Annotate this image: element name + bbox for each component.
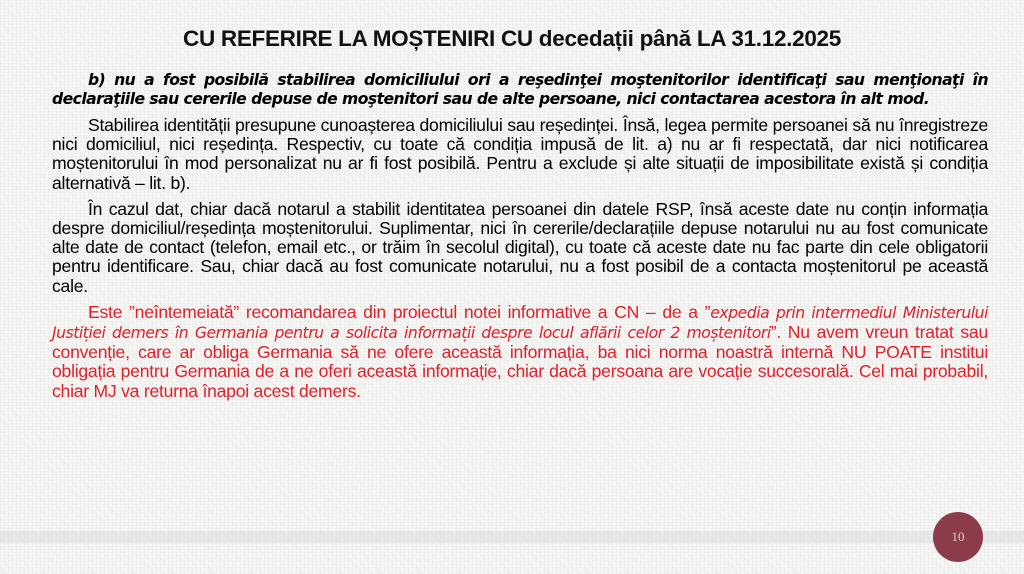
footer-band <box>0 531 1024 543</box>
paragraph-identity-explanation: Stabilirea identității presupune cunoașterea domiciliului sau reședinței. Însă, legea permite persoanei să nu înregistreze nici domiciliul, nici reședința. Respectiv, cu toate că condiția impusă de lit. a) nu ar fi respectată, dar nici notificarea moștenitorului în mod personalizat nu ar fi fost posibilă. Pentru a exclude și alte situații de imposibilitate există și condiția alternativă – lit. b). <box>52 115 988 193</box>
paragraph-case-details: În cazul dat, chiar dacă notarul a stabilit identitatea persoanei din datele RSP, însă aceste date nu conțin informația despre domiciliul/reședința moștenitorului. Suplimentar, nici în cererile/declarațiile depuse notarului nu au fost comunicate alte date de contact (telefon, email etc., or trăim în secolul digital), cu toate că aceste date nu fac parte din cele obligatorii pentru identificare. Sau, chiar dacă au fost comunicate notarului, nu a fost posibil de a contacta moștenitorul pe această cale. <box>52 198 988 296</box>
paragraph-recommendation-critique <box>52 303 988 401</box>
page-number-badge <box>933 512 983 562</box>
critique-text-start: Este ”neîntemeiată” recomandarea din proiectul notei informative a CN – de a ” <box>88 301 711 322</box>
critique-quoted-recommendation: expedia prin intermediul Ministerului Justiției demers în Germania pentru a solicita informații despre locul aflării celor 2 moștenitori <box>52 303 988 343</box>
page-number: 10 <box>951 529 965 544</box>
critique-text-end: ”. Nu avem vreun tratat sau convenție, care ar obliga Germania să ne ofere această informația, ba nici norma noastră internă NU POATE institui obligația pentru Germania de a ne oferi această informație, chiar dacă persoana are vocație succesorală. Cel mai probabil, chiar MJ va returna înapoi acest demers. <box>52 322 988 401</box>
slide-body <box>52 71 988 408</box>
slide-title: CU REFERIRE LA MOȘTENIRI CU decedații până LA 31.12.2025 <box>183 26 841 51</box>
paragraph-legal-provision: b) nu a fost posibilă stabilirea domiciliului ori a reşedinţei moştenitorilor identificaţi sau menţionaţi în declaraţiile sau cererile depuse de moştenitori sau de alte persoane, nici contactarea acestora în alt mod. <box>52 71 988 108</box>
